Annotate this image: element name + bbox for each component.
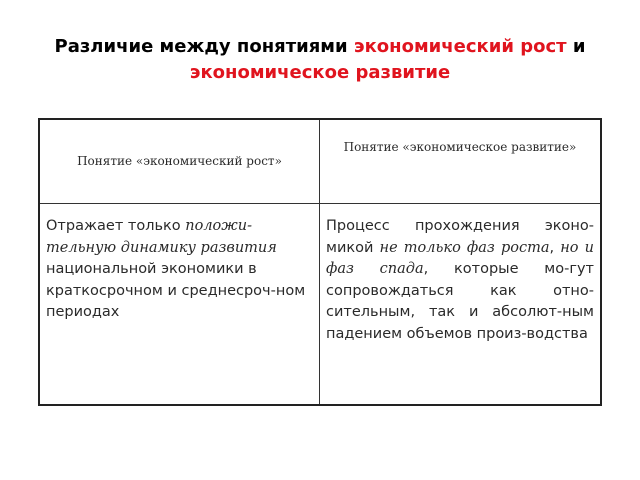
body-cell-development <box>320 204 600 404</box>
header-cell-development <box>320 120 600 204</box>
title-text-2: и <box>566 36 586 57</box>
development-text-2: , <box>549 239 561 256</box>
growth-text-2: национальной экономики в краткосрочном и среднесроч-ном периодах <box>46 261 306 320</box>
growth-text-1: Отражает только <box>46 218 186 234</box>
title-text-1: Различие между понятиями <box>54 36 354 57</box>
development-text-1: Процесс прохождения эконо-микой <box>326 218 594 256</box>
development-text-3: , которые мо-гут сопровождаться как отно-сительным, так и абсолют-ным падением объемов произ-водства <box>326 261 594 342</box>
title-accent-economic-development: экономическое развитие <box>189 62 451 83</box>
header-growth-label: Понятие «экономический рост» <box>77 154 282 168</box>
header-cell-growth <box>40 120 320 204</box>
slide-title <box>20 34 620 86</box>
development-description <box>320 204 600 345</box>
comparison-table <box>38 118 602 406</box>
header-development-label: Понятие «экономическое развитие» <box>343 140 577 154</box>
growth-description <box>40 204 319 324</box>
title-accent-economic-growth: экономический рост <box>353 36 567 57</box>
development-italic-2: но и фаз спада <box>326 239 594 277</box>
body-cell-growth <box>40 204 320 404</box>
growth-italic-1: положи-тельную динамику развития <box>46 218 277 256</box>
development-italic-1: не только фаз роста <box>379 239 550 256</box>
